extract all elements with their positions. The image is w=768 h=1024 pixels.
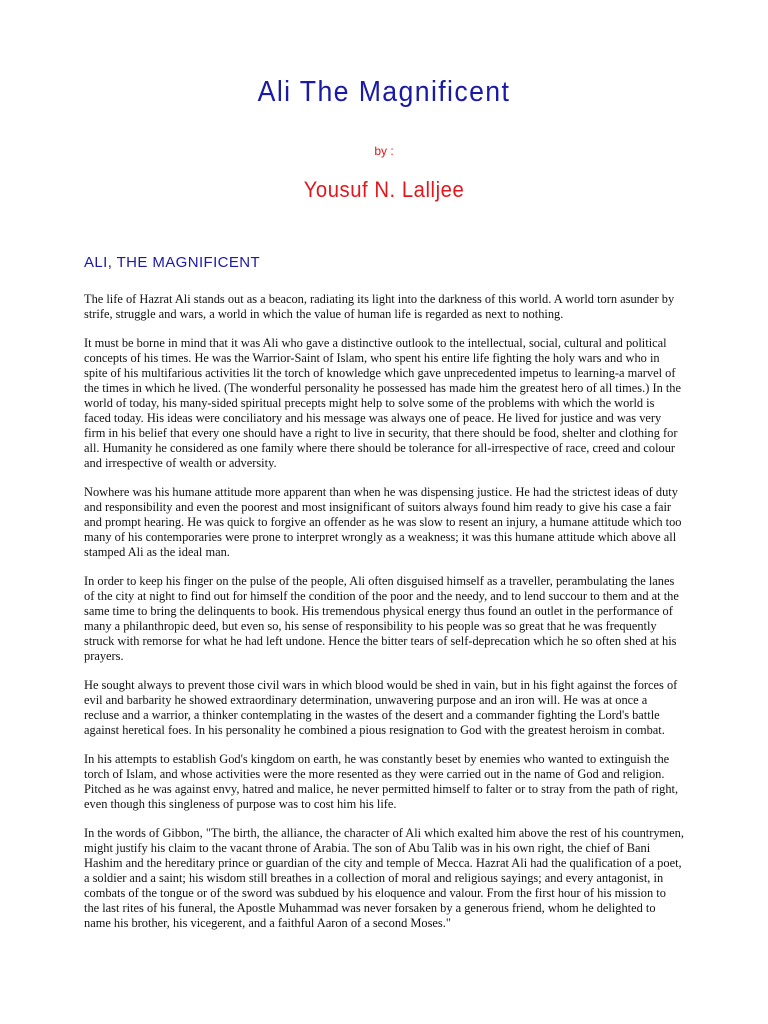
author-name: Yousuf N. Lalljee [303,177,465,202]
paragraph-2: It must be borne in mind that it was Ali who gave a distinctive outlook to the intellectual, social, cultural and political concepts of his times. He was the Warrior-Saint of Islam, who spent his entire life fighting the holy wars and who in spite of his multifarious activities lit the torch of knowledge which gave unprecedented impetus to learning-a marvel of the times in which he lived. (The wonderful personality he possessed has made him the greatest hero of all times.) In the world of today, his many-sided spiritual precepts might help to solve some of the problems with which the world is faced today. His ideas were conciliatory and his message was always one of peace. He lived for justice and was very firm in his belief that every one should have a right to live in security, that there should be food, shelter and clothing for all. Humanity he considered as one family where there should be tolerance for all-irrespective of race, creed and colour and irrespective of wealth or adversity. [84,336,681,470]
paragraph-6: In his attempts to establish God's kingdom on earth, he was constantly beset by enemies who wanted to extinguish the torch of Islam, and whose activities were the more resented as they were carried out in the name of God and religion. Pitched as he was against envy, hatred and malice, he never permitted himself to falter or to stray from the path of right, even though this singleness of purpose was to cost him his life. [84,752,679,811]
document-body [84,292,684,945]
document-title: Ali The Magnificent [257,76,511,108]
paragraph-4: In order to keep his finger on the pulse of the people, Ali often disguised himself as a traveller, perambulating the lanes of the city at night to find out for himself the condition of the poor and the needy, and to lend succour to them and at the same time to bring the delinquents to book. His tremendous physical energy thus found an outlet in the performance of many a philanthropic deed, but even so, his sense of responsibility to his people was so great that he was frequently struck with remorse for what he had left undone. Hence the bitter tears of self-deprecation which he so often shed at his prayers. [84,574,679,663]
section-heading: ALI, THE MAGNIFICENT [84,254,261,271]
by-label: by : [374,144,394,158]
paragraph-1: The life of Hazrat Ali stands out as a beacon, radiating its light into the darkness of this world. A world torn asunder by strife, struggle and wars, a world in which the value of human life is regarded as next to nothing. [84,292,675,321]
paragraph-5: He sought always to prevent those civil wars in which blood would be shed in vain, but in his fight against the forces of evil and barbarity he showed extraordinary determination, unwavering purpose and an iron will. He was at once a recluse and a warrior, a thinker contemplating in the wastes of the desert and a commander fighting the Lord's battle against heretical foes. In his personality he combined a pious resignation to God with the greatest heroism in combat. [84,678,678,737]
paragraph-3: Nowhere was his humane attitude more apparent than when he was dispensing justice. He had the strictest ideas of duty and responsibility and even the poorest and most insignificant of suitors always found him ready to give his case a fair and prompt hearing. He was quick to forgive an offender as he was slow to resent an injury, a humane attitude which too many of his contemporaries were prone to interpret wrongly as a weakness; it was this humane attitude which above all stamped Ali as the ideal man. [84,485,682,559]
paragraph-7: In the words of Gibbon, "The birth, the alliance, the character of Ali which exalted him above the rest of his countrymen, might justify his claim to the vacant throne of Arabia. The son of Abu Talib was in his own right, the chief of Bani Hashim and the hereditary prince or guardian of the city and temple of Mecca. Hazrat Ali had the qualification of a poet, a soldier and a saint; his wisdom still breathes in a collection of moral and religious sayings; and every antagonist, in combats of the tongue or of the sword was subdued by his eloquence and valour. From the first hour of his mission to the last rites of his funeral, the Apostle Muhammad was never forsaken by a generous friend, whom he delighted to name his brother, his vicegerent, and a faithful Aaron of a second Moses." [84,826,684,930]
